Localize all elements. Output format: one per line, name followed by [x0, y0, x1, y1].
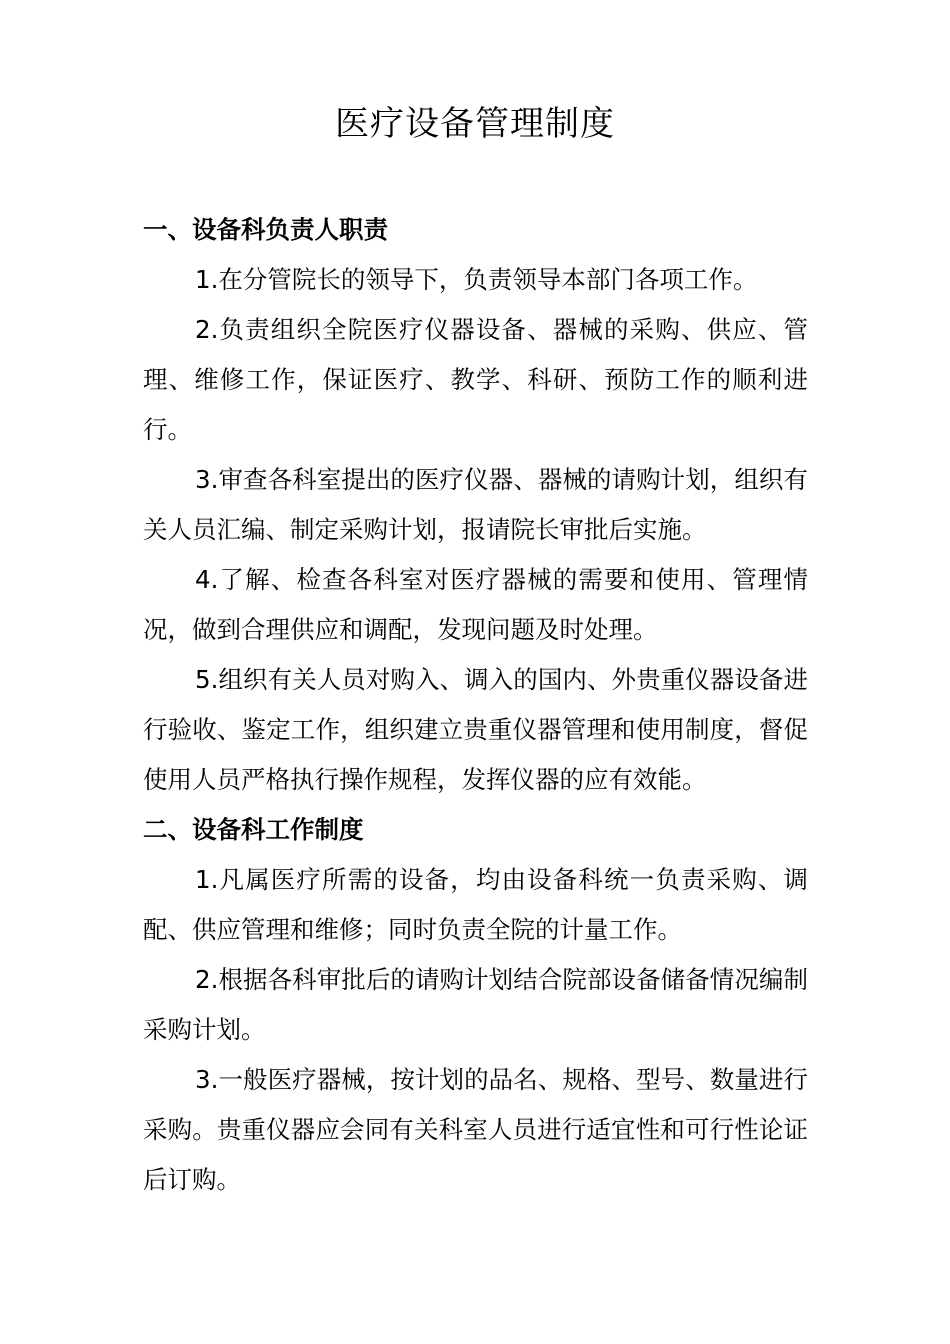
paragraph: 1.在分管院长的领导下，负责领导本部门各项工作。 [195, 265, 758, 294]
section-work-rules [143, 805, 808, 1205]
section-heading: 一、设备科负责人职责 [143, 215, 388, 244]
document-body [143, 205, 808, 1205]
paragraph: 4.了解、检查各科室对医疗器械的需要和使用、管理情况，做到合理供应和调配，发现问题及时处理。 [143, 565, 808, 644]
section-responsibilities [143, 205, 808, 805]
paragraph: 2.负责组织全院医疗仪器设备、器械的采购、供应、管理、维修工作，保证医疗、教学、科研、预防工作的顺利进行。 [143, 315, 808, 444]
section-heading: 二、设备科工作制度 [143, 815, 364, 844]
paragraph: 1.凡属医疗所需的设备，均由设备科统一负责采购、调配、供应管理和维修；同时负责全院的计量工作。 [143, 865, 808, 944]
paragraph: 2.根据各科审批后的请购计划结合院部设备储备情况编制采购计划。 [143, 965, 808, 1044]
paragraph: 3.审查各科室提出的医疗仪器、器械的请购计划，组织有关人员汇编、制定采购计划，报请院长审批后实施。 [143, 465, 808, 544]
paragraph: 3.一般医疗器械，按计划的品名、规格、型号、数量进行采购。贵重仪器应会同有关科室人员进行适宜性和可行性论证后订购。 [143, 1065, 808, 1194]
document-title: 医疗设备管理制度 [335, 104, 615, 144]
paragraph: 5.组织有关人员对购入、调入的国内、外贵重仪器设备进行验收、鉴定工作，组织建立贵重仪器管理和使用制度，督促使用人员严格执行操作规程，发挥仪器的应有效能。 [143, 665, 808, 794]
